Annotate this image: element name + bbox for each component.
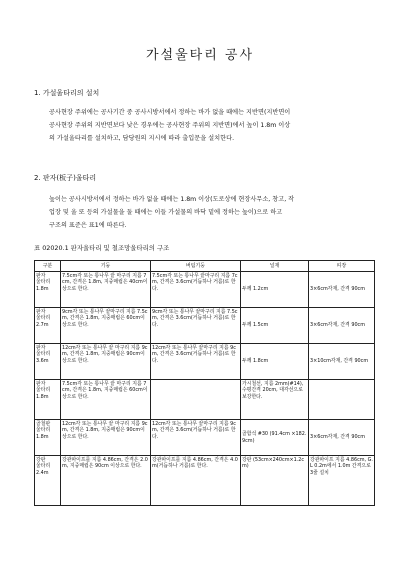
cell-rail: 강관파이프 지름 4.86cm, G.L 0.2m에서 1.0m 간격으로 3줄 설치 — [309, 456, 375, 506]
table-row — [35, 272, 375, 308]
section2-heading: 2. 판자(板子)울타리 — [34, 174, 97, 182]
cell-board: 골함석 #30 (91.4cm ×182.9cm) — [241, 420, 309, 456]
cell-post: 9cm각 또는 통나무 끝마구리 지름 7.5cm, 간격은 1.8m, 지중매립은 60cm이상으로 한다. — [61, 308, 151, 344]
cell-post: 7.5cm각 또는 통나무 끝 마구리 지름 7cm, 간격은 1.8m, 지중매립은 60cm이상으로 한다. — [61, 380, 151, 420]
table-row — [35, 420, 375, 456]
cell-brace: 강관파이프를 지름 4.86cm, 간격은 4.0m(거듭하나 거름)로 한다. — [151, 456, 241, 506]
section1-line: 의 가설울타리를 설치하고, 담당원의 지시에 따라 출입문을 설치한다. — [49, 135, 235, 142]
section1-body — [49, 106, 369, 145]
cell-type: 판자 울타리 2.7m — [35, 308, 61, 344]
cell-rail: 3×6cm각재, 간격 90cm — [309, 308, 375, 344]
table-row — [35, 456, 375, 506]
cell-type: 판자 울타리 1.8m — [35, 380, 61, 420]
section2-line: 업장 및 울 또 등의 가설물을 둘 때에는 이들 가설물의 바닥 밑에 정하는 높이)으로 하고 — [49, 209, 283, 216]
section2-line: 구조의 표준은 표1에 따른다. — [49, 222, 127, 229]
cell-post: 12cm각 또는 통나무 끝 마구리 지름 9cm, 간격은 1.8m, 지중매립은 90cm이상으로 한다. — [61, 344, 151, 380]
cell-rail: 3×10cm각재, 간격 90cm — [309, 344, 375, 380]
cell-post: 강관파이프를 지름 4.86cm, 간격은 2.0m, 지중매립은 90cm 이상으로 한다. — [61, 456, 151, 506]
header-post: 기둥 — [61, 261, 151, 272]
table-header-row — [35, 261, 375, 272]
section1-line: 공사현장 주위의 지반면보다 낮은 경우에는 공사현장 주위의 지반면)에서 높이 1.8m 이상 — [49, 122, 291, 129]
cell-board: 가시철선, 지름 2mm(#14), 수평간격 20cm, 대각선으로 보강한다. — [241, 380, 309, 420]
cell-type: 판자 울타리 3.6m — [35, 344, 61, 380]
header-rail: 띠장 — [309, 261, 375, 272]
cell-rail — [309, 380, 375, 420]
cell-board: 강판 (53cm×240cm×1.2cm) — [241, 456, 309, 506]
cell-type: 판자 울타리 1.8m — [35, 272, 61, 308]
header-board: 널재 — [241, 261, 309, 272]
cell-post: 12cm각 또는 통나무 끝 마구리 지름 9cm, 간격은 1.8m, 지중매립은 90cm이상으로 한다. — [61, 420, 151, 456]
cell-type: 강판 울타리 2.4m — [35, 456, 61, 506]
cell-type: 골철판 울타리 1.8m — [35, 420, 61, 456]
cell-brace: 9cm각 또는 통나무 끝마구리 지름 7.5cm, 간격은 3.6cm(거듭하나 거름)로 한다. — [151, 308, 241, 344]
table-caption: 표 02020.1 판자울타리 및 철조망울타리의 구조 — [34, 244, 170, 252]
document-title: 가설울타리 공사 — [145, 48, 255, 63]
cell-post: 7.5cm각 또는 통나무 끝 마구리 지름 7cm, 간격은 1.8m, 지중매립은 40cm이상으로 한다. — [61, 272, 151, 308]
cell-board: 두께 1.8cm — [241, 344, 309, 380]
section1-line: 공사현장 주위에는 공사기간 중 공사시방서에서 정하는 바가 없을 때에는 지반면(지반면이 — [49, 109, 291, 116]
table-row — [35, 308, 375, 344]
cell-brace: 12cm각 또는 통나무 끝마구리 지름 9cm, 간격은 3.6cm(거듭하나 거름)로 한다. — [151, 344, 241, 380]
table-row — [35, 380, 375, 420]
header-brace: 버팀기둥 — [151, 261, 241, 272]
cell-board: 두께 1.2cm — [241, 272, 309, 308]
table-row — [35, 344, 375, 380]
section2-body — [49, 193, 369, 232]
cell-board: 두께 1.5cm — [241, 308, 309, 344]
header-type: 구분 — [35, 261, 61, 272]
cell-rail: 3×6cm각재, 간격 90cm — [309, 272, 375, 308]
section2-line: 높이는 공사시방서에서 정하는 바가 없을 때에는 1.8m 이상(도로상에 현장사무소, 창고, 작 — [49, 196, 295, 203]
fence-structure-table — [34, 260, 375, 506]
cell-brace: 12cm각 또는 통나무 끝마구리 지름 9cm, 간격은 3.6cm(거듭하나 거름)로 한다. — [151, 420, 241, 456]
section1-heading: 1. 가설울타리의 설치 — [34, 89, 100, 97]
cell-brace: 7.5cm각 또는 통나무 끝마구리 지름 7cm, 간격은 3.6cm(거듭하나 거름)로 한다. — [151, 272, 241, 308]
cell-brace — [151, 380, 241, 420]
cell-rail: 3×6cm각재, 간격 90cm — [309, 420, 375, 456]
